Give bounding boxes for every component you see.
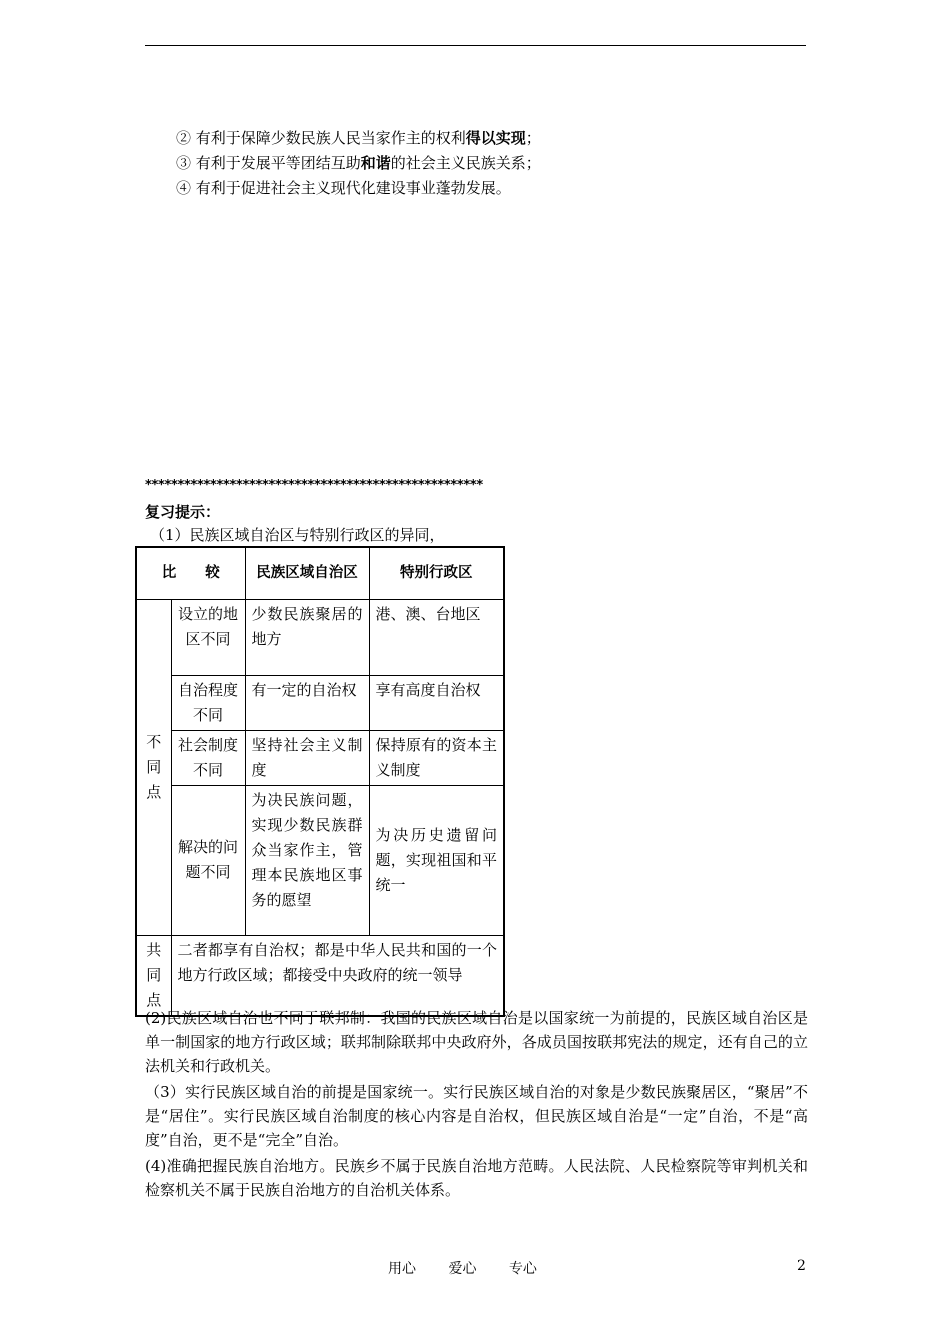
review-title: 复习提示： [145, 503, 221, 521]
header-autonomous-region: 民族区域自治区 [245, 547, 369, 599]
row-item: 解决的问题不同 [171, 785, 245, 935]
table-row [136, 675, 504, 730]
row-cell-a: 少数民族聚居的地方 [245, 599, 369, 675]
table-caption: （1）民族区域自治区与特别行政区的异同， [150, 526, 445, 544]
row-item: 设立的地区不同 [171, 599, 245, 675]
paragraph-4: (4)准确把握民族自治地方。民族乡不属于民族自治地方范畴。人民法院、人民检察院等审判机关和检察机关不属于民族自治地方的自治机关体系。 [145, 1157, 808, 1199]
table-row [136, 599, 504, 675]
paragraph-3: （3）实行民族区域自治的前提是国家统一。实行民族区域自治的对象是少数民族聚居区，“聚居”不是“居住”。实行民族区域自治制度的核心内容是自治权，但民族区域自治是“一定”自治，不是“高度”自治，更不是“完全”自治。 [145, 1083, 808, 1149]
header-special-admin-region: 特别行政区 [369, 547, 504, 599]
table-row [136, 730, 504, 785]
header-rule [145, 45, 806, 46]
separator-stars: **************************************************** [145, 478, 483, 493]
common-text: 二者都享有自治权；都是中华人民共和国的一个地方行政区域；都接受中央政府的统一领导 [171, 935, 504, 1016]
group-label-differences: 不同点 [136, 599, 171, 935]
table-row [136, 785, 504, 935]
table-header-row [136, 547, 504, 599]
list-item-3: ③ 有利于发展平等团结互助和谐的社会主义民族关系； [176, 154, 541, 172]
list-item-2: ② 有利于保障少数民族人民当家作主的权利得以实现； [176, 129, 541, 147]
row-cell-b: 为决历史遗留问题，实现祖国和平统一 [369, 785, 504, 935]
row-item: 社会制度不同 [171, 730, 245, 785]
common-label: 共同点 [136, 935, 171, 1016]
row-cell-a: 为决民族问题，实现少数民族群众当家作主，管理本民族地区事务的愿望 [245, 785, 369, 935]
list-item-4: ④ 有利于促进社会主义现代化建设事业蓬勃发展。 [176, 179, 511, 197]
table-row-common [136, 935, 504, 1016]
row-cell-b: 享有高度自治权 [369, 675, 504, 730]
header-compare: 比 较 [136, 547, 245, 599]
comparison-table [135, 546, 505, 1017]
row-cell-a: 坚持社会主义制度 [245, 730, 369, 785]
footer-motto: 用心 爱心 专心 [388, 1261, 537, 1277]
paragraph-2: (2)民族区域自治也不同于联邦制：我国的民族区域自治是以国家统一为前提的，民族区域自治区是单一制国家的地方行政区域；联邦制除联邦中央政府外，各成员国按联邦宪法的规定，还有自己的立法机关和行政机关。 [145, 1009, 808, 1075]
page-number: 2 [797, 1258, 806, 1274]
row-cell-b: 保持原有的资本主义制度 [369, 730, 504, 785]
row-cell-a: 有一定的自治权 [245, 675, 369, 730]
row-item: 自治程度不同 [171, 675, 245, 730]
row-cell-b: 港、澳、台地区 [369, 599, 504, 675]
